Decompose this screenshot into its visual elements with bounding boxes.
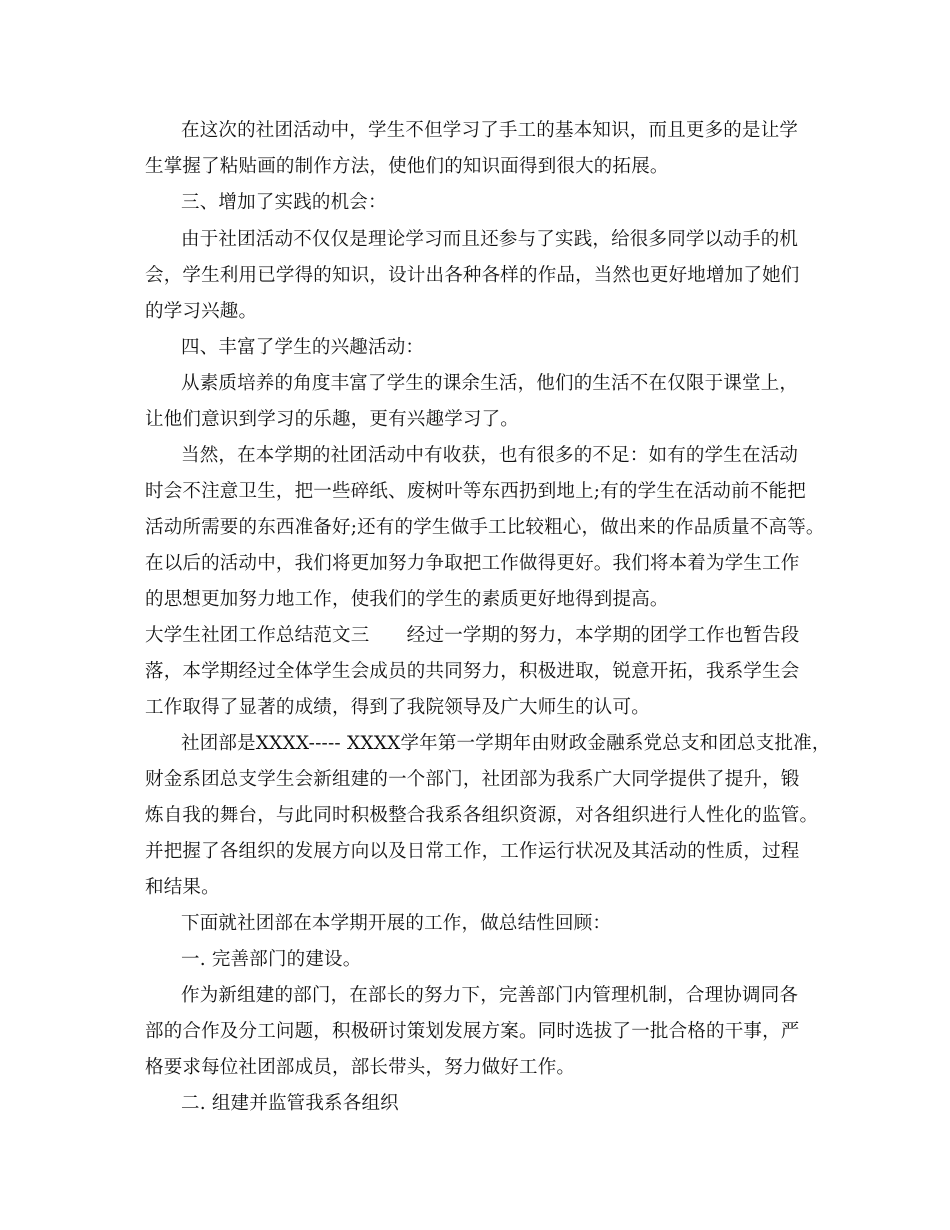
- paragraph-line: 由于社团活动不仅仅是理论学习而且还参与了实践，给很多同学以动手的机: [181, 229, 799, 250]
- paragraph-line: 社团部是XXXX----- XXXX学年第一学期年由财政金融系党总支和团总支批准，: [181, 733, 831, 754]
- paragraph-line: 炼自我的舞台，与此同时积极整合我系各组织资源，对各组织进行人性化的监管。: [145, 805, 819, 826]
- paragraph-line: 和结果。: [145, 877, 220, 898]
- section-heading: 四、丰富了学生的兴趣活动：: [181, 337, 425, 358]
- paragraph-line: 落，本学期经过全体学生会成员的共同努力，积极进取，锐意开拓，我系学生会: [145, 661, 800, 682]
- paragraph-line: 生掌握了粘贴画的制作方法，使他们的知识面得到很大的拓展。: [145, 156, 669, 177]
- section-heading: 二. 组建并监管我系各组织: [181, 1093, 399, 1114]
- paragraph-line: 当然，在本学期的社团活动中有收获，也有很多的不足：如有的学生在活动: [181, 445, 799, 466]
- paragraph-line: 格要求每位社团部成员，部长带头，努力做好工作。: [145, 1057, 576, 1078]
- paragraph-line: 部的合作及分工问题，积极研讨策划发展方案。同时选拔了一批合格的干事，严: [145, 1021, 800, 1042]
- paragraph-line: 让他们意识到学习的乐趣，更有兴趣学习了。: [145, 409, 520, 430]
- section-heading: 一. 完善部门的建设。: [181, 949, 362, 970]
- paragraph-line: 下面就社团部在本学期开展的工作，做总结性回顾：: [181, 913, 612, 934]
- paragraph-line: 作为新组建的部门，在部长的努力下，完善部门内管理机制，合理协调同各: [181, 985, 799, 1006]
- section-heading: 三、增加了实践的机会：: [181, 192, 387, 213]
- paragraph-line: 在这次的社团活动中，学生不但学习了手工的基本知识，而且更多的是让学: [181, 120, 799, 141]
- paragraph-line: 工作取得了显著的成绩，得到了我院领导及广大师生的认可。: [145, 697, 650, 718]
- paragraph-line: 会，学生利用已学得的知识，设计出各种各样的作品，当然也更好地增加了她们: [145, 265, 800, 286]
- paragraph-line: 时会不注意卫生，把一些碎纸、废树叶等东西扔到地上;有的学生在活动前不能把: [145, 481, 806, 502]
- paragraph-line: 在以后的活动中，我们将更加努力争取把工作做得更好。我们将本着为学生工作: [145, 553, 800, 574]
- paragraph-line: 并把握了各组织的发展方向以及日常工作，工作运行状况及其活动的性质，过程: [145, 841, 800, 862]
- paragraph-line: 从素质培养的角度丰富了学生的课余生活，他们的生活不在仅限于课堂上，: [181, 373, 799, 394]
- paragraph-line: 的思想更加努力地工作，使我们的学生的素质更好地得到提高。: [145, 589, 669, 610]
- paragraph-line: 大学生社团工作总结范文三 经过一学期的努力，本学期的团学工作也暂告段: [145, 625, 800, 646]
- paragraph-line: 财金系团总支学生会新组建的一个部门，社团部为我系广大同学提供了提升，锻: [145, 769, 800, 790]
- paragraph-line: 的学习兴趣。: [145, 301, 258, 322]
- paragraph-line: 活动所需要的东西准备好;还有的学生做手工比较粗心，做出来的作品质量不高等。: [145, 517, 825, 538]
